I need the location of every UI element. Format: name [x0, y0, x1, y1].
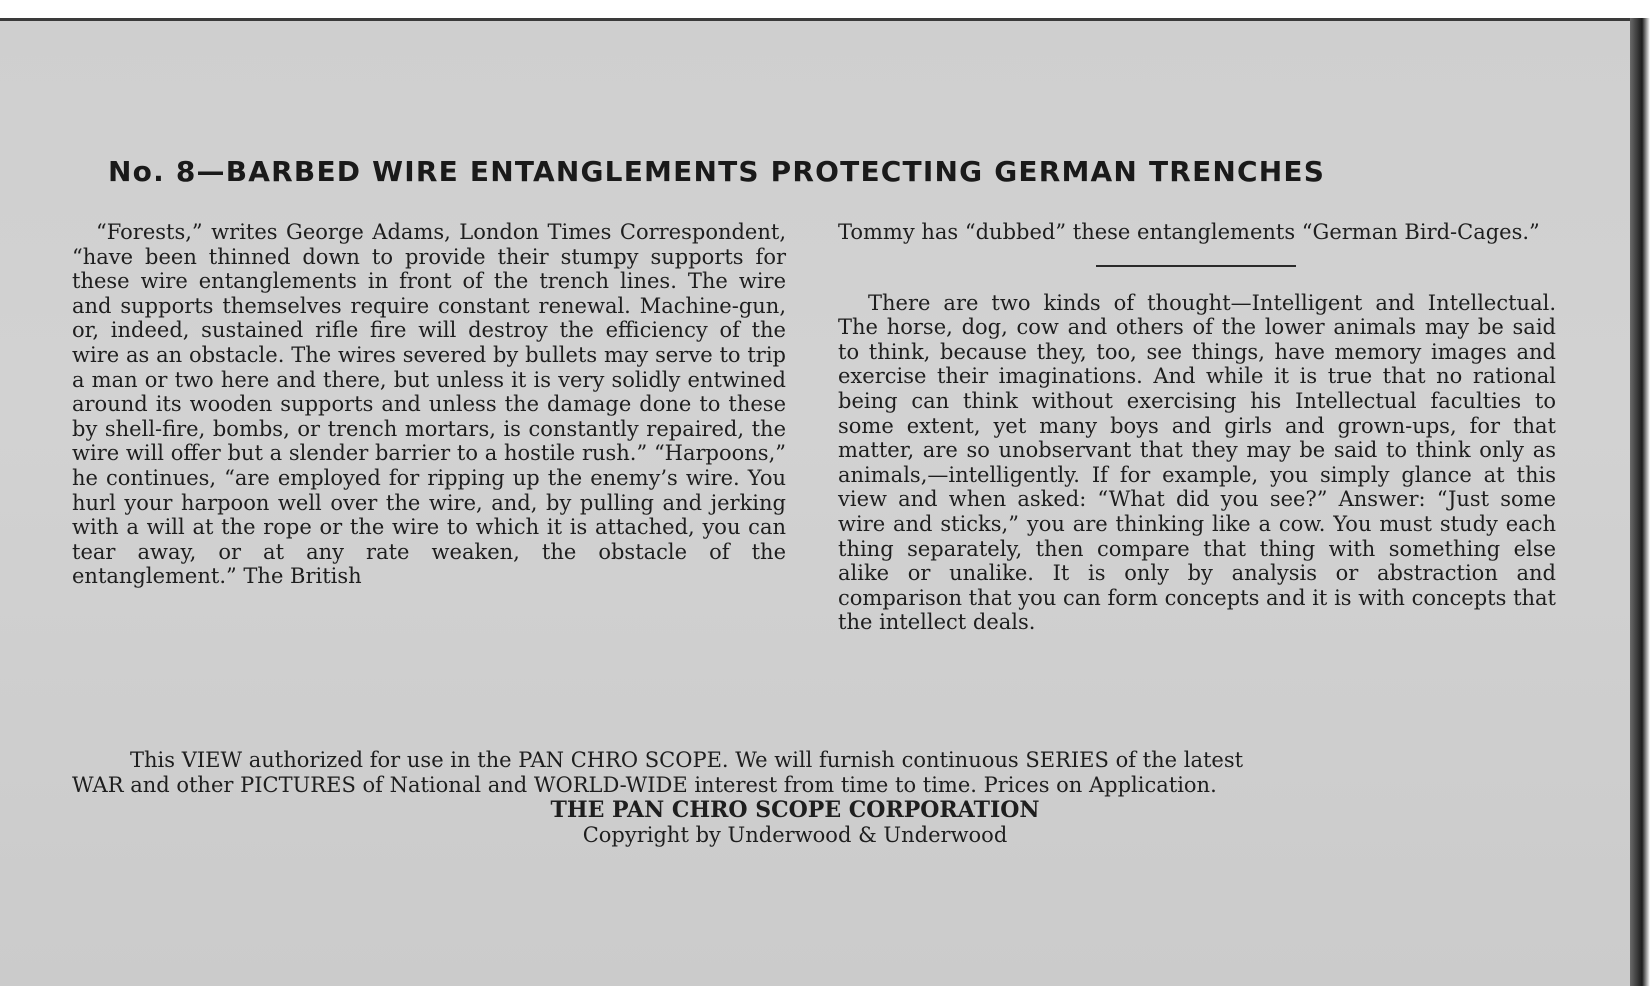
- footer-notice: [72, 748, 1558, 848]
- footer-company: THE PAN CHRO SCOPE CORPORATION: [550, 797, 1040, 823]
- footer-copyright: Copyright by Underwood & Underwood: [582, 823, 1008, 847]
- footer-line-2: WAR and other PICTURES of National and WORLD-WIDE interest from time to time. Prices on Application.: [72, 773, 1217, 797]
- card-title: No. 8—BARBED WIRE ENTANGLEMENTS PROTECTING GERMAN TRENCHES: [108, 155, 1326, 188]
- right-column: [838, 220, 1556, 635]
- section-divider: [1096, 265, 1296, 267]
- right-paragraph-thought: There are two kinds of thought—Intelligent and Intellectual. The horse, dog, cow and others of the lower animals may be said to think, because they, too, see things, have memory images and exercise their imaginations. And while it is true that no rational being can think without exercising his Intellectual faculties to some extent, yet many boys and girls and grown-ups, for that matter, are so unobservant that they may be said to think only as animals,—intelligently. If for example, you simply glance at this view and when asked: “What did you see?” Answer: “Just some wire and sticks,” you are thinking like a cow. You must study each thing separately, then compare that thing with something else alike or unalike. It is only by analysis or abstraction and comparison that you can form concepts and it is with concepts that the intellect deals.: [838, 290, 1556, 635]
- left-paragraph: “Forests,” writes George Adams, London Times Correspondent, “have been thinned down to provide their stumpy supports for these wire entanglements in front of the trench lines. The wire and supports themselves require constant renewal. Machine-gun, or, indeed, sustained rifle fire will destroy the efficiency of the wire as an obstacle. The wires severed by bullets may serve to trip a man or two here and there, but unless it is very solidly entwined around its wooden supports and unless the damage done to these by shell-fire, bombs, or trench mortars, is constantly repaired, the wire will offer but a slender barrier to a hostile rush.” “Harpoons,” he continues, “are employed for ripping up the enemy’s wire. You hurl your harpoon well over the wire, and, by pulling and jerking with a will at the rope or the wire to which it is attached, you can tear away, or at any rate weaken, the obstacle of the entanglement.” The British: [72, 220, 786, 589]
- left-column: [72, 220, 786, 589]
- right-paragraph-continued: Tommy has “dubbed” these entanglements “German Bird-Cages.”: [838, 220, 1540, 244]
- card-right-edge: [1630, 18, 1650, 986]
- footer-line-1: This VIEW authorized for use in the PAN CHRO SCOPE. We will furnish continuous SERIES of the latest: [130, 748, 1244, 772]
